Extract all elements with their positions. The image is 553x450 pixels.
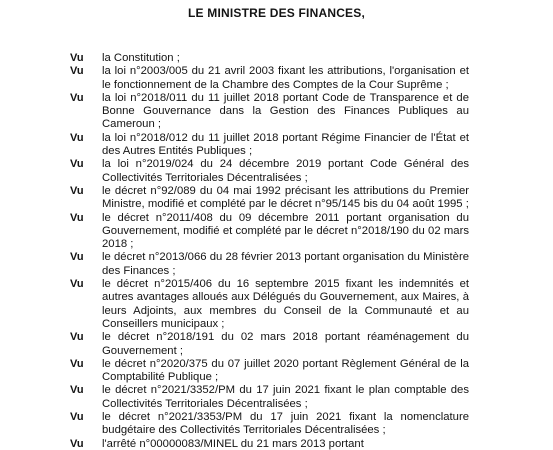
visa-label: Vu <box>70 184 84 197</box>
visa-item <box>0 65 553 92</box>
visa-item <box>0 158 553 185</box>
visa-label: Vu <box>70 91 84 104</box>
visa-text: la Constitution ; <box>102 52 180 64</box>
visa-label: Vu <box>70 52 84 64</box>
visa-item <box>0 358 553 385</box>
visa-text: la loi n°2018/012 du 11 juillet 2018 portant Régime Financier de l'État et des Autres Entités Publiques ; <box>102 131 469 158</box>
visa-label: Vu <box>70 278 84 291</box>
visa-label: Vu <box>70 251 84 264</box>
visa-label: Vu <box>70 357 84 370</box>
visa-label: Vu <box>70 437 84 450</box>
visa-text: le décret n°2011/408 du 09 décembre 2011 portant organisation du Gouvernement, modifié et complété par le décret n°2018/190 du 02 mars 2018 ; <box>102 211 469 251</box>
visa-text: le décret n°92/089 du 04 mai 1992 précisant les attributions du Premier Ministre, modifié et complété par le décret n°95/145 bis du 04 août 1995 ; <box>102 184 469 211</box>
visa-item <box>0 438 553 450</box>
visa-text: le décret n°2013/066 du 28 février 2013 portant organisation du Ministère des Finances ; <box>102 251 469 277</box>
visa-text: la loi n°2003/005 du 21 avril 2003 fixant les attributions, l'organisation et le fonctionnement de la Chambre des Comptes de la Cour Suprême ; <box>102 65 469 91</box>
visa-text: le décret n°2021/3353/PM du 17 juin 2021 fixant la nomenclature budgétaire des Collectivités Territoriales Décentralisées ; <box>102 411 469 437</box>
visa-item <box>0 212 553 252</box>
visa-label: Vu <box>70 411 84 424</box>
document-heading: LE MINISTRE DES FINANCES, <box>187 6 365 20</box>
visa-item <box>0 185 553 212</box>
visa-label: Vu <box>70 65 84 78</box>
visa-item <box>0 251 553 278</box>
visa-text: l'arrêté n°00000083/MINEL du 21 mars 2013 portant <box>102 437 364 450</box>
visa-item <box>0 132 553 159</box>
visa-text: la loi n°2018/011 du 11 juillet 2018 portant Code de Transparence et de Bonne Gouvernance dans la Gestion des Finances Publiques au Cameroun ; <box>102 91 469 131</box>
visa-text: le décret n°2021/3352/PM du 17 juin 2021 fixant le plan comptable des Collectivités Territoriales Décentralisées ; <box>102 384 469 410</box>
visa-text: le décret n°2018/191 du 02 mars 2018 portant réaménagement du Gouvernement ; <box>102 331 469 357</box>
visa-label: Vu <box>70 131 84 144</box>
visa-item <box>0 331 553 358</box>
visa-text: le décret n°2015/406 du 16 septembre 2015 fixant les indemnités et autres avantages alloués aux Délégués du Gouvernement, aux Maires, à leurs Adjoints, aux membres du Conseil de la Communauté et au Conseillers municipaux ; <box>102 278 469 330</box>
visa-text: la loi n°2019/024 du 24 décembre 2019 portant Code Général des Collectivités Territoriales Décentralisées ; <box>102 158 469 184</box>
visa-label: Vu <box>70 158 84 171</box>
visa-item <box>0 278 553 331</box>
visa-label: Vu <box>70 331 84 344</box>
visa-text: le décret n°2020/375 du 07 juillet 2020 portant Règlement Général de la Comptabilité Publique ; <box>102 357 469 384</box>
visa-item <box>0 384 553 411</box>
visa-list <box>0 52 553 450</box>
visa-label: Vu <box>70 211 84 224</box>
visa-item <box>0 92 553 132</box>
visa-item <box>0 52 553 65</box>
visa-label: Vu <box>70 384 84 397</box>
visa-item <box>0 411 553 438</box>
